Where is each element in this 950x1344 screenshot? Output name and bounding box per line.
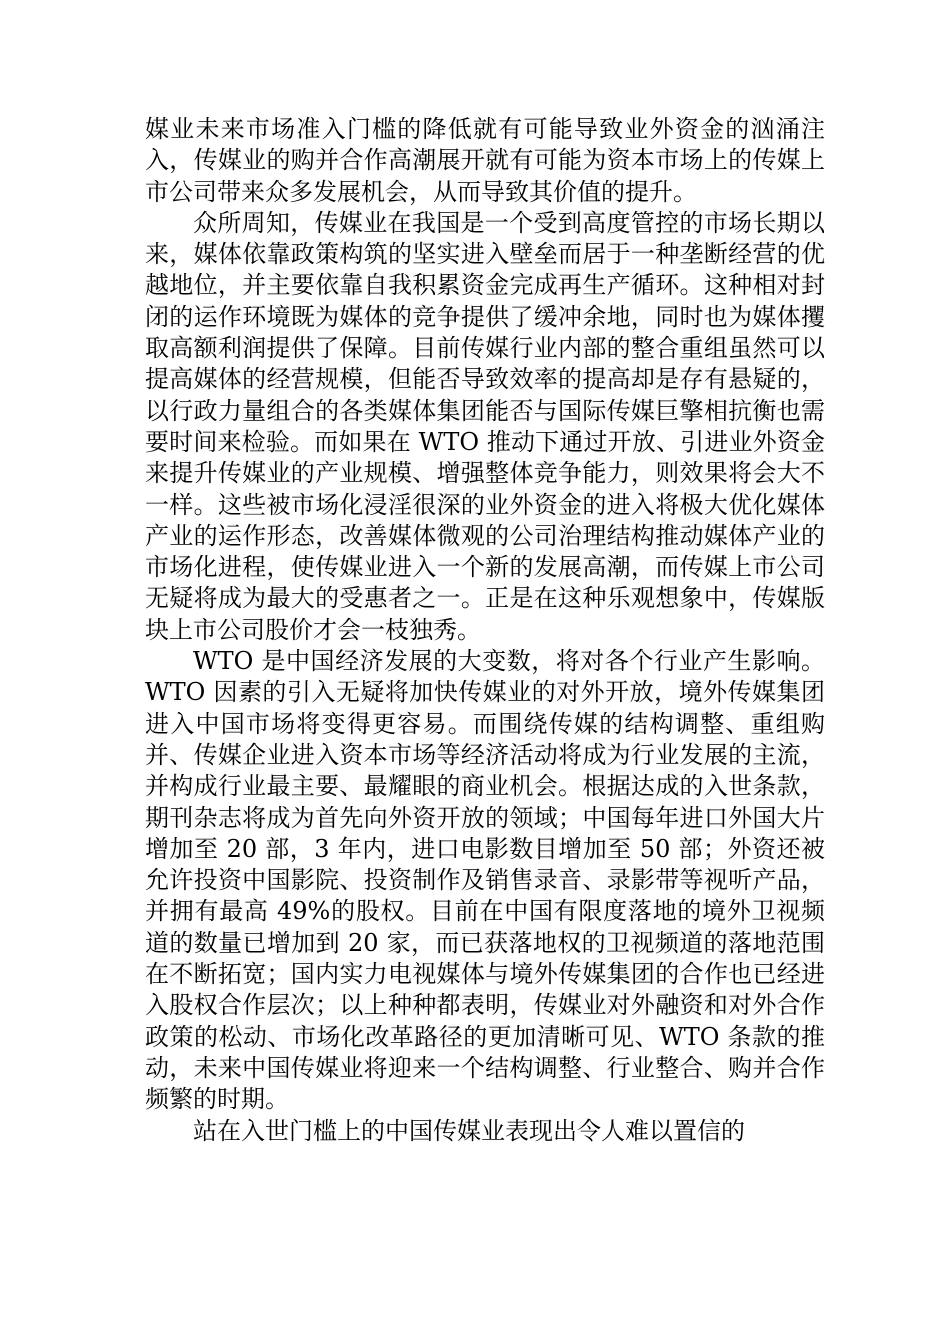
- paragraph-wto-impact: WTO 是中国经济发展的大变数，将对各个行业产生影响。WTO 因素的引入无疑将加快传媒业的对外开放，境外传媒集团进入中国市场将变得更容易。而围绕传媒的结构调整、重组购并、传媒企业进入资本市场等经济活动将成为行业发展的主流，并构成行业最主要、最耀眼的商业机会。根据达成的入世条款，期刊杂志将成为首先向外资开放的领域；中国每年进口外国大片增加至 20 部，3 年内，进口电影数目增加至 50 部；外资还被允许投资中国影院、投资制作及销售录音、录影带等视听产品，并拥有最高 49%的股权。目前在中国有限度落地的境外卫视频道的数量已增加到 20 家，而已获落地权的卫视频道的落地范围在不断拓宽；国内实力电视媒体与境外传媒集团的合作也已经进入股权合作层次；以上种种都表明，传媒业对外融资和对外合作政策的松动、市场化改革路径的更加清晰可见、WTO 条款的推动，未来中国传媒业将迎来一个结构调整、行业整合、购并合作频繁的时期。: [145, 647, 825, 1114]
- paragraph-media-monopoly: 众所周知，传媒业在我国是一个受到高度管控的市场长期以来，媒体依靠政策构筑的坚实进入壁垒而居于一种垄断经营的优越地位，并主要依靠自我积累资金完成再生产循环。这种相对封闭的运作环境既为媒体的竞争提供了缓冲余地，同时也为媒体攫取高额利润提供了保障。目前传媒行业内部的整合重组虽然可以提高媒体的经营规模，但能否导致效率的提高却是存有悬疑的，以行政力量组合的各类媒体集团能否与国际传媒巨擎相抗衡也需要时间来检验。而如果在 WTO 推动下通过开放、引进业外资金来提升传媒业的产业规模、增强整体竞争能力，则效果将会大不一样。这些被市场化浸淫很深的业外资金的进入将极大优化媒体产业的运作形态，改善媒体微观的公司治理结构推动媒体产业的市场化进程，使传媒业进入一个新的发展高潮，而传媒上市公司无疑将成为最大的受惠者之一。正是在这种乐观想象中，传媒版块上市公司股价才会一枝独秀。: [145, 208, 825, 644]
- paragraph-continuation: 媒业未来市场准入门槛的降低就有可能导致业外资金的汹涌注入，传媒业的购并合作高潮展开就有可能为资本市场上的传媒上市公司带来众多发展机会，从而导致其价值的提升。: [145, 115, 825, 206]
- document-body: [145, 114, 825, 1147]
- paragraph-wto-threshold: 站在入世门槛上的中国传媒业表现出令人难以置信的: [193, 1116, 745, 1145]
